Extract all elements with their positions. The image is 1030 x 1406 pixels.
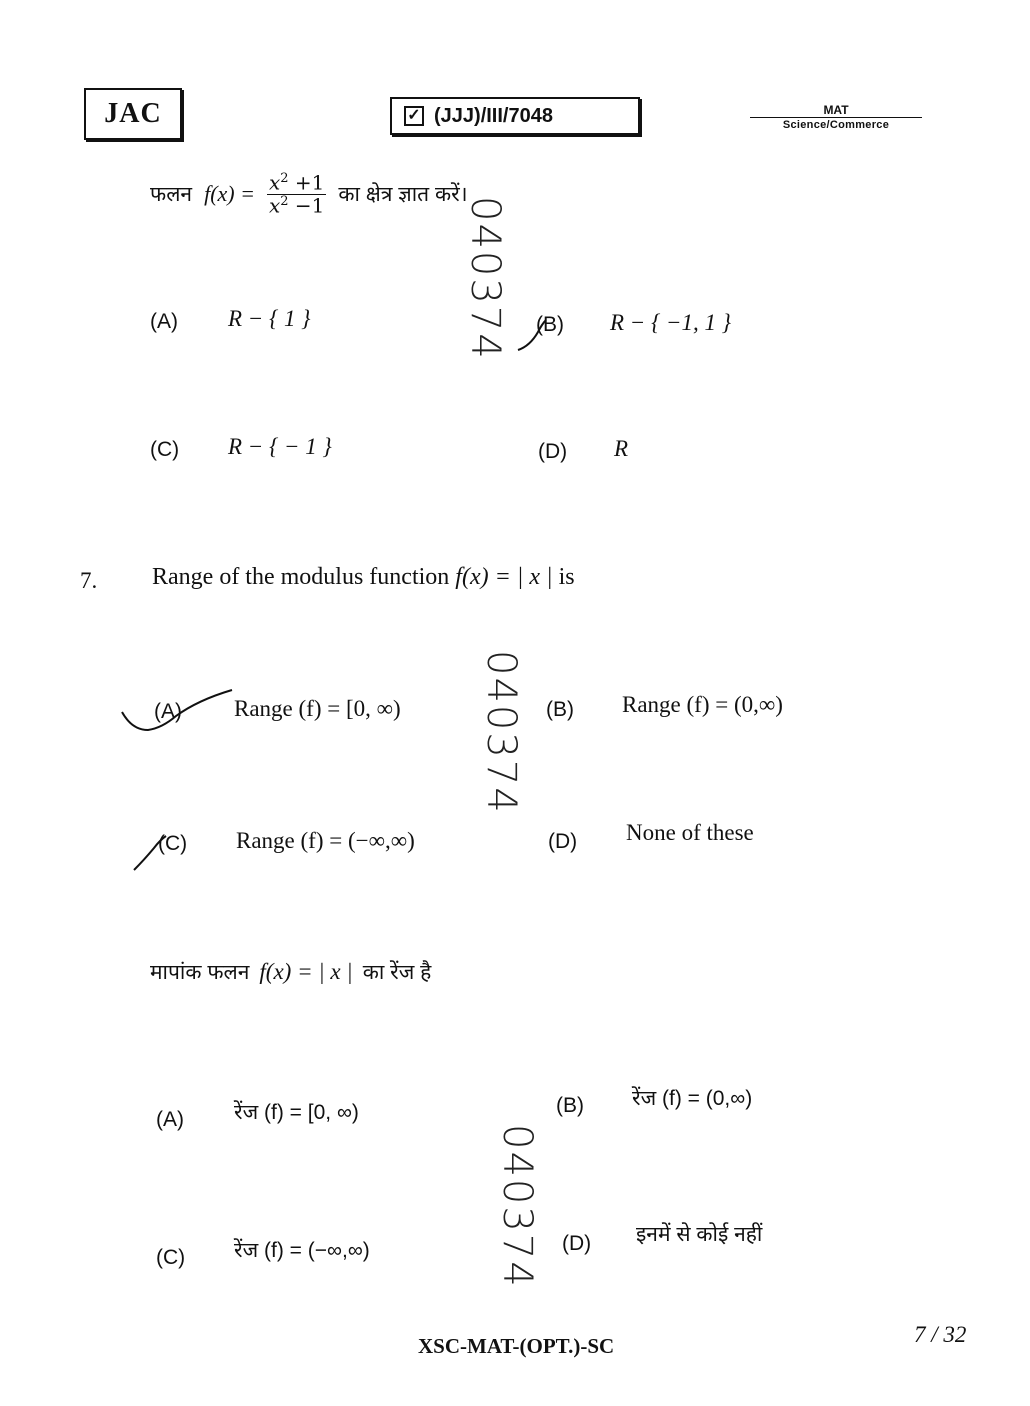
option-label: (B) [536, 313, 564, 336]
serial-stamp: 040374 [478, 650, 524, 815]
function-label: f(x) = | x | [259, 959, 353, 984]
option-text: Range (f) = [0, ∞) [234, 696, 401, 721]
option-label: (C) [156, 1246, 186, 1269]
handwritten-stroke [130, 834, 170, 874]
option-text: रेंज (f) = (0,∞) [632, 1087, 753, 1110]
fraction-numerator: $x^2 +1$ [268, 170, 325, 195]
handwritten-tick-mark [516, 318, 556, 354]
checkmark-icon: ✓ [404, 106, 424, 126]
serial-stamp: 040374 [462, 196, 508, 361]
option-text: Range (f) = (0,∞) [622, 692, 783, 717]
option-text: रेंज (f) = [0, ∞) [234, 1101, 359, 1124]
option-label: (A) [156, 1108, 184, 1131]
page-number: 7 / 32 [914, 1322, 967, 1347]
question-7-text: Range of the modulus function f(x) = | x | is [152, 564, 575, 590]
paper-code: (JJJ)/III/7048 [434, 104, 553, 127]
option-text: रेंज (f) = (−∞,∞) [234, 1239, 370, 1262]
board-logo: JAC [84, 88, 182, 140]
option-label: (C) [150, 438, 180, 461]
subject-stream: Science/Commerce [782, 119, 890, 131]
question-7-number: 7. [80, 568, 98, 593]
option-label: (A) [154, 700, 182, 723]
option-text: R − { − 1 } [228, 434, 332, 459]
question-prefix: मापांक फलन [150, 961, 250, 984]
option-text: None of these [626, 820, 754, 845]
option-label: (B) [556, 1094, 584, 1117]
option-text: Range (f) = (−∞,∞) [236, 828, 415, 853]
question-prefix: फलन [150, 183, 193, 207]
fraction [267, 172, 326, 216]
question-7-hindi [150, 958, 431, 986]
subject-block [750, 104, 922, 131]
option-text: R − { −1, 1 } [610, 310, 731, 335]
paper-code-box [390, 97, 640, 135]
option-label: (C) [158, 832, 188, 855]
handwritten-answer-mark [118, 686, 240, 738]
question-suffix: का रेंज है [362, 961, 432, 984]
option-label: (A) [150, 310, 178, 333]
function-label: f(x) = [204, 181, 255, 207]
option-label: (D) [548, 830, 578, 853]
option-label: (D) [538, 440, 568, 463]
footer-paper-code: XSC-MAT-(OPT.)-SC [418, 1334, 615, 1358]
question-suffix: का क्षेत्र ज्ञात करें। [338, 183, 468, 207]
question-6-hindi [150, 172, 468, 216]
fraction-denominator: $x^2 -1$ [268, 193, 325, 218]
option-label: (B) [546, 698, 574, 721]
subject-name: MAT [750, 104, 922, 118]
option-text: इनमें से कोई नहीं [636, 1223, 763, 1246]
option-label: (D) [562, 1232, 592, 1255]
serial-stamp: 040374 [494, 1124, 540, 1289]
option-text: R − { 1 } [228, 306, 311, 331]
option-text: R [614, 436, 629, 461]
